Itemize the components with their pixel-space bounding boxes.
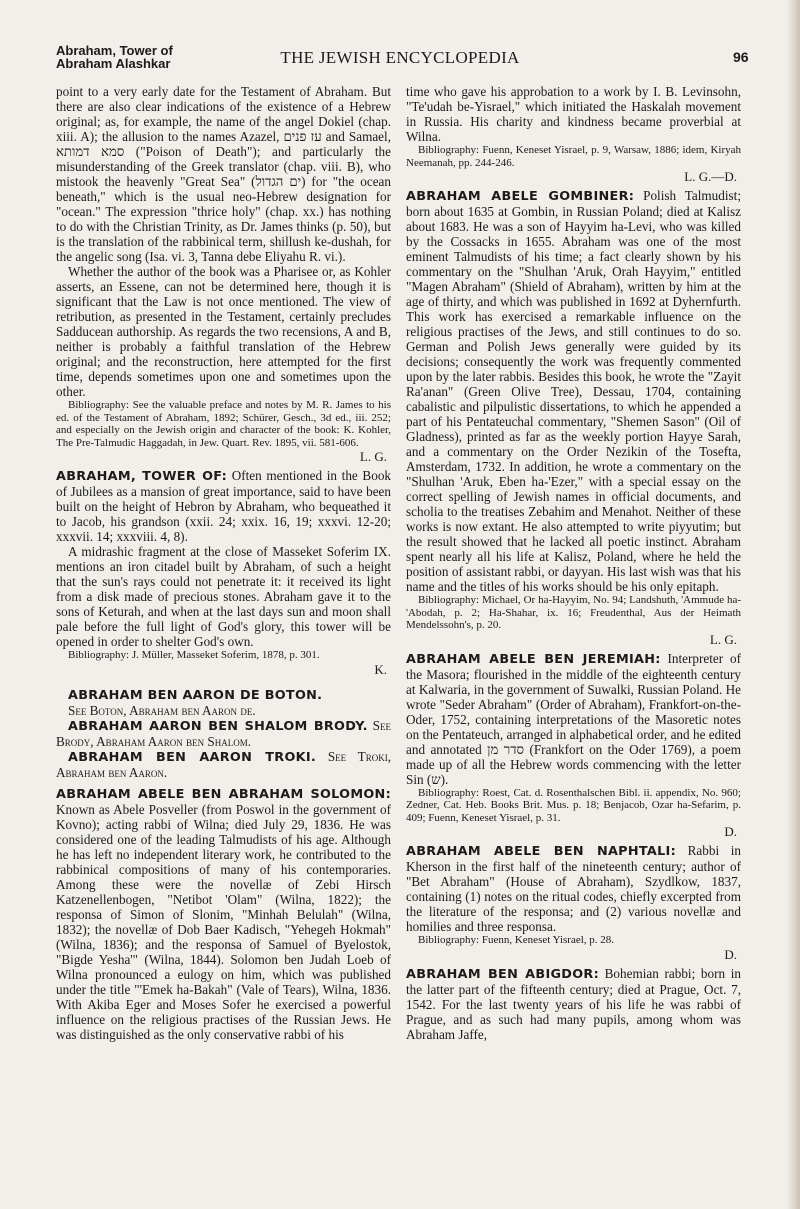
article-paragraph: point to a very early date for the Testament of Abraham. But there are also clear indications of the existence of a Hebrew original; as, for example, the name of the angel Dokiel (chap. xiii. A); the allusion to the names Azazel, עז פנים and Samael, סמא דמותא ("Poison of Death"); and particularly the misunderstanding of the Greek translator (chap. viii. B), who mistook the heavenly "Great Sea" (ים הגדול) for "the ocean beneath," which is the usual neo-Hebrew designation for "ocean." The expression "thrice holy" (chap. xx.) has nothing to do with the Christian Trinity, as Dr. James thinks (p. 50), but is the translation of the rabbinical term, shillush ke-dushah, for the angelic song (Isa. vi. 3, Tanna debe Eliyahu R. vi.). [56, 84, 392, 264]
page-title: THE JEWISH ENCYCLOPEDIA [280, 48, 520, 67]
entry-heading: ABRAHAM ABELE BEN JEREMIAH: [406, 651, 661, 667]
bibliography: Bibliography: Fuenn, Keneset Yisrael, p. 9, Warsaw, 1886; idem, Kiryah Neemanah, pp. 244-246. [406, 144, 741, 169]
bibliography: Bibliography: J. Müller, Masseket Soferim, 1878, p. 301. [68, 649, 320, 661]
author-signature: L. G.—D. [684, 169, 737, 184]
cross-reference-link[interactable]: See Brody, Abraham Aaron ben Shalom. [56, 717, 392, 749]
article-paragraph: Whether the author of the book was a Pharisee or, as Kohler asserts, an Essene, can not be determined here, though it is significant that the Law is not once mentioned. The view of retribution, as presented in the Testament, certainly precludes Sadducean authorship. As regards the two recensions, A and B, neither is probably a faithful translation of the Hebrew original; and the reconstruction, here attempted for the first time, depends sometimes upon one and sometimes upon the other. [56, 264, 391, 399]
entry-text: Bohemian rabbi; born in the latter part of the fifteenth century; died at Prague, Oct. 7, 1542. For the last twenty years of his life he was rabbi of Prague, and as such had many pupils, among whom was Abraham Jaffe, [406, 965, 741, 1042]
entry-abigdor [406, 966, 741, 1042]
cross-reference-link[interactable]: See Boton, Abraham ben Aaron de. [68, 702, 256, 718]
entry-heading: ABRAHAM ABELE BEN NAPHTALI: [406, 844, 677, 859]
entry-boton [56, 687, 391, 703]
entry-jeremiah [406, 651, 741, 787]
author-signature: L. G. [359, 449, 387, 464]
entry-heading: ABRAHAM BEN ABIGDOR: [406, 966, 599, 982]
entry-text: Interpreter of the Masora; flourished in the middle of the eighteenth century at Kalwaria, in the government of Suwalki, Russian Poland. He wrote "Seder Abraham" (Order of Abraham), Frankfort-on-the-Oder, 1752, containing interpretations of the Masoretic notes on the Pentateuch, arranged in alphabetical order, and he edited and annotated סדר מן (Frankfort on the Oder 1769), a poem made up of all the Hebrew words commencing with the letter Sin (ש). [406, 650, 741, 787]
entry-heading: ABRAHAM, TOWER OF: [56, 469, 228, 484]
entry-naphtali [406, 843, 741, 934]
cross-reference-link[interactable]: See Troki, Abraham ben Aaron. [56, 748, 391, 780]
running-head-first-entry: Abraham, Tower of [56, 43, 173, 58]
entry-text: Polish Talmudist; born about 1635 at Gombin, in Russian Poland; died at Kalisz about 1683. He was a son of Hayyim ha-Levi, who was killed by the Cossacks in 1655. Abraham was one of the most eminent Talmudists of his time; a fact clearly shown by his commentary on the "Shulhan 'Aruk, Orah Hayyim," entitled "Magen Abraham" (Shield of Abraham), written by him at the age of thirty, and which was published in 1692 at Dyhernfurth. This work has exercised a remarkable influence on the religious practises of the Jews, and still continues to do so. German and Polish Jews generally were guided by its decisions; consequently the work was frequently commented upon by the later rabbis. Besides this book, he wrote the "Zayit Ra'anan" (Green Olive Tree), Dessau, 1704, containing cabalistic and pilpulistic dissertations, to which he appended a part of his Pentateuchal commentary, "Shemen Sason" (Oil of Gladness), printed as far as the weekly portion Hayye Sarah, and a commentary on the Order Nezikin of the Tosefta, Amsterdam, 1732. In addition, he wrote a commentary on the "Shulhan 'Aruk, Eben ha-'Ezer," with a special essay on the correct spelling of Jewish names in official documents, and scholia to the treatises Zebahim and Menahot. Neither of these works is now extant. He also attempted to write piyyutim; but the result showed that he lacked all poetic instinct. Abraham spent nearly all his life at Kalisz, Poland, where he held the position of assistant rabbi, or dayyan. His last wish was that his name and the titles of his works should be his only epitaph. [406, 188, 741, 594]
entry-brody [56, 718, 391, 749]
entry-tower-of-abraham [56, 468, 391, 544]
bibliography: Bibliography: Michael, Or ha-Hayyim, No. 94; Landshuth, 'Ammude ha-'Abodah, p. 2; Ha-Shahar, ix. 16; Freudenthal, Aus der Heimath Mendelssohn's, p. 20. [406, 594, 741, 631]
entry-heading: ABRAHAM ABELE GOMBINER: [406, 189, 635, 204]
page-number: 96 [733, 49, 749, 65]
entry-text: Often mentioned in the Book of Jubilees as a mansion of great importance, said to have been built on the height of Hebron by Abraham, who bequeathed it to Jacob, his grandson (xxii. 24; xxix. 16, 19; xxxvi. 12-20; xxxvii. 14; xxxviii. 4, 8). [56, 468, 392, 544]
entry-heading: ABRAHAM AARON BEN SHALOM BRODY. [68, 718, 368, 734]
left-column [56, 84, 391, 1042]
entry-text: Rabbi in Kherson in the first half of the nineteenth century; author of "Bet Abraham" (House of Abraham), Szydlkow, 1837, containing (1) notes on the ritual codes, chiefly excerpted from the literature of the responsa; and (2) various novellæ and homilies and three responsa. [406, 843, 742, 934]
entry-heading: ABRAHAM BEN AARON TROKI. [68, 749, 317, 765]
article-paragraph: time who gave his approbation to a work by I. B. Levinsohn, "Te'udah be-Yisrael," which initiated the Haskalah movement in Russia. His charity and kindness became proverbial at Wilna. [406, 84, 741, 144]
bibliography: Bibliography: Roest, Cat. d. Rosenthalschen Bibl. ii. appendix, No. 960; Zedner, Cat. Heb. Books Brit. Mus. p. 18; Benjacob, Ozar ha-Sefarim, p. 409; Fuenn, Keneset Yisrael, p. 31. [406, 786, 741, 824]
bibliography: Bibliography: See the valuable preface and notes by M. R. James to his ed. of the Testament of Abraham, 1892; Schürer, Gesch., 3d ed., iii. 252; and especially on the Jewish origin and character of the book: K. Kohler, The Pre-Talmudic Haggadah, in Jew. Quart. Rev. 1895, vii. 581-606. [56, 399, 391, 449]
author-signature: D. [724, 946, 737, 962]
author-signature: D. [724, 824, 737, 839]
entry-troki [56, 749, 391, 780]
entry-abele-solomon [56, 786, 391, 1042]
running-head-last-entry: Abraham Alashkar [56, 56, 171, 71]
article-paragraph: A midrashic fragment at the close of Masseket Soferim IX. mentions an iron citadel built by Abraham, of such a height that the sun's rays could not penetrate it: it received its light from a disk made of precious stones. Abraham gave it to the sons of Keturah, and when at the last days sun and moon shall pale before the full light of God's glory, this tower will be opened in order to shelter God's own. [56, 544, 391, 649]
entry-heading: ABRAHAM ABELE BEN ABRAHAM SOLOMON: [56, 786, 391, 802]
entry-text: Known as Abele Posveller (from Poswol in the government of Kovno); acting rabbi of Wilna; died July 29, 1836. He was considered one of the leading Talmudists of his age. Although he has left no independent literary work, he contributed to the rabbinical compositions of many of his contemporaries. Among these were the novellæ of Zebi Hirsch Katzenellenbogen, "Netibot 'Olam" (Wilna, 1822); the responsa of Simon of Slonim, "Minhah Belulah" (Wilna, 1832); the novellæ of Dob Baer Kadisch, "Yehegeh Hokmah" (Wilna, 1836); and the responsa of Samuel of Byelostok, "Bigde Yesha'" (Wilna, 1844). Solomon ben Judah Loeb of Wilna pronounced a eulogy on him, which was published under the title "'Emek ha-Bakah" (Vale of Tears), Wilna, 1836. With Akiba Eger and Moses Sofer he exercised a powerful influence on the religious practises of the Russian Jews. He was distinguished as the only conservative rabbi of his [56, 801, 391, 1042]
entry-gombiner [406, 188, 741, 594]
bibliography: Bibliography: Fuenn, Keneset Yisrael, p. 28. [418, 934, 615, 946]
right-column [406, 84, 741, 1042]
author-signature: L. G. [709, 631, 737, 647]
book-spine-shadow [786, 0, 800, 1209]
entry-heading: ABRAHAM BEN AARON DE BOTON. [68, 687, 323, 703]
author-signature: K. [374, 661, 387, 677]
